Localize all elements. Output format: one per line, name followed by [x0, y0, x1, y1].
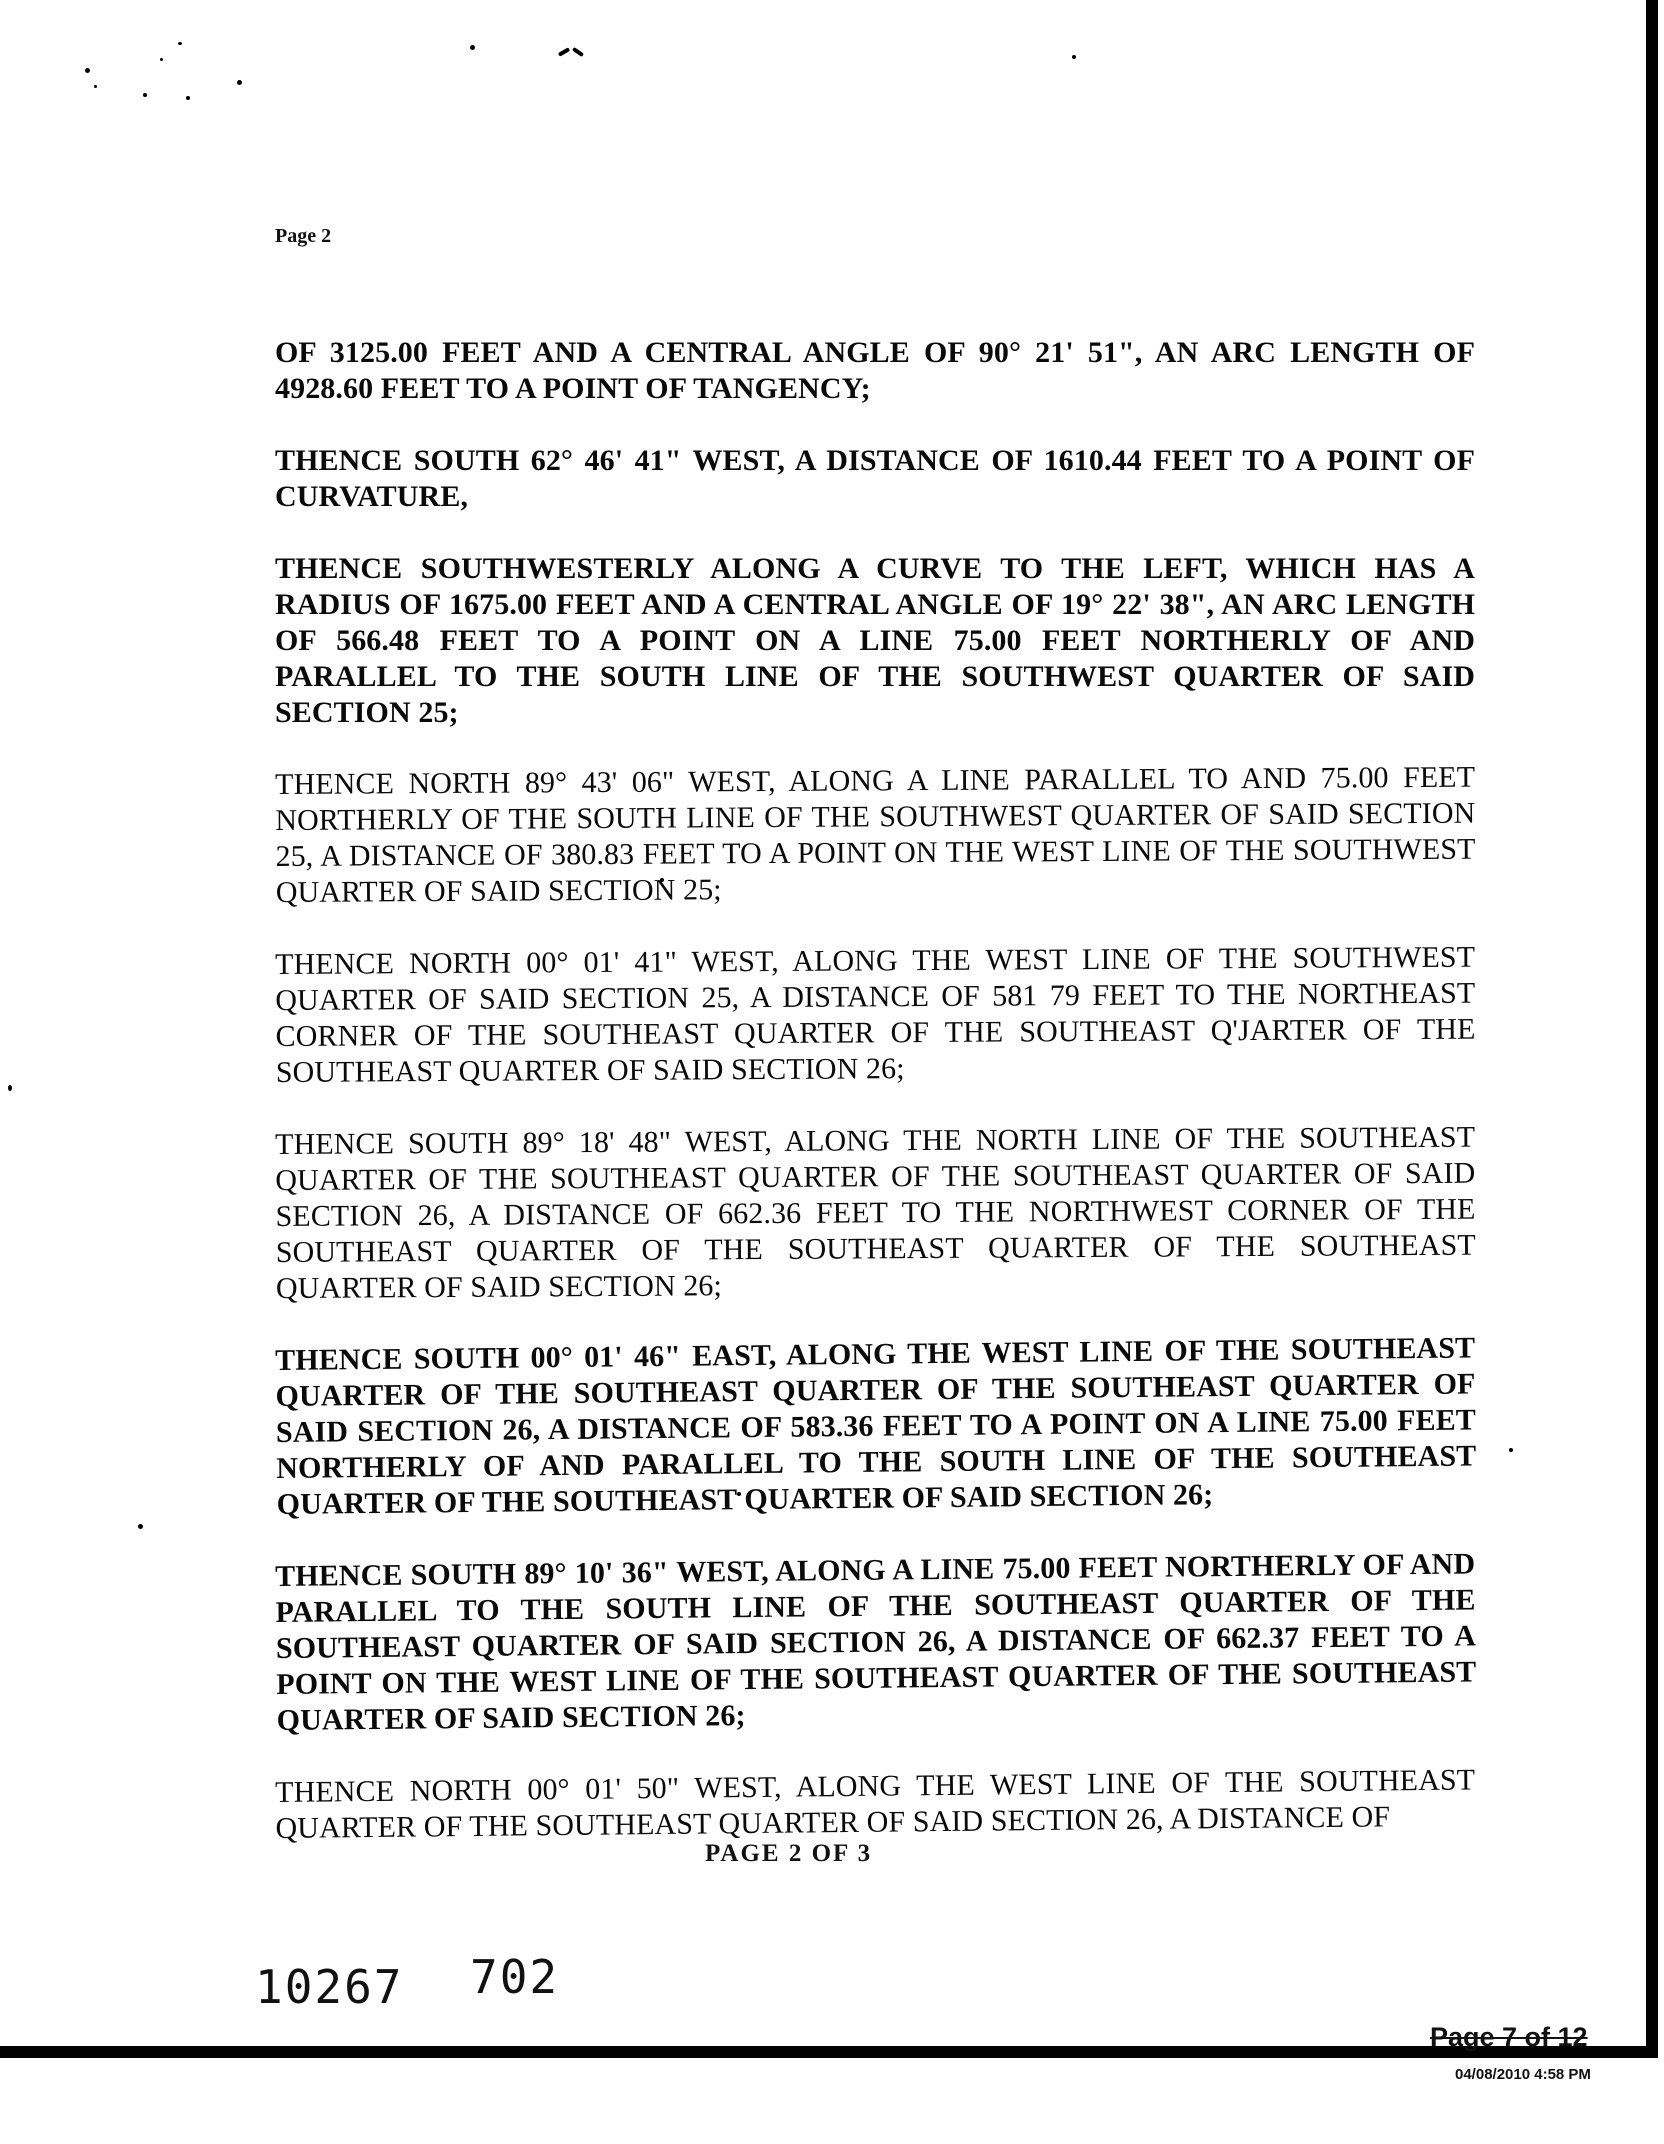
paragraph: THENCE SOUTH 89° 10' 36" WEST, ALONG A LINE 75.00 FEET NORTHERLY OF AND PARALLEL TO THE SOUTH LINE OF THE SOUTHEAST QUARTER OF THE SOUTHEAST QUARTER OF SAID SECTION 26, A DISTANCE OF 662.37 FEET TO A POINT ON THE WEST LINE OF THE SOUTHEAST QUARTER OF THE SOUTHEAST QUARTER OF SAID SECTION 26; — [275, 1547, 1477, 1737]
paragraph: THENCE SOUTH 89° 18' 48" WEST, ALONG THE NORTH LINE OF THE SOUTHEAST QUARTER OF THE SOUTHEAST QUARTER OF THE SOUTHEAST QUARTER OF SAID SECTION 26, A DISTANCE OF 662.36 FEET TO THE NORTHWEST CORNER OF THE SOUTHEAST QUARTER OF THE SOUTHEAST QUARTER OF THE SOUTHEAST QUARTER OF SAID SECTION 26; — [275, 1120, 1476, 1305]
scan-speck — [1509, 1448, 1513, 1452]
paragraph: THENCE NORTH 00° 01' 41" WEST, ALONG THE WEST LINE OF THE SOUTHWEST QUARTER OF SAID SECTION 25, A DISTANCE OF 581 79 FEET TO THE NORTHEAST CORNER OF THE SOUTHEAST QUARTER OF THE SOUTHEAST Q'JARTER OF THE SOUTHEAST QUARTER OF SAID SECTION 26; — [275, 940, 1476, 1089]
paragraph: THENCE NORTH 00° 01' 50" WEST, ALONG THE WEST LINE OF THE SOUTHEAST QUARTER OF THE SOUTHEAST QUARTER OF SAID SECTION 26, A DISTANCE OF — [275, 1763, 1476, 1845]
legal-description-body — [275, 335, 1475, 1883]
paragraph: THENCE SOUTH 62° 46' 41" WEST, A DISTANCE OF 1610.44 FEET TO A POINT OF CURVATURE, — [275, 444, 1475, 513]
scan-speck — [558, 47, 570, 56]
paragraph: THENCE SOUTH 00° 01' 46" EAST, ALONG THE WEST LINE OF THE SOUTHEAST QUARTER OF THE SOUTHEAST QUARTER OF THE SOUTHEAST QUARTER OF SAID SECTION 26, A DISTANCE OF 583.36 FEET TO A POINT ON A LINE 75.00 FEET NORTHERLY OF AND PARALLEL TO THE SOUTH LINE OF THE SOUTHEAST QUARTER OF THE SOUTHEAST QUARTER OF SAID SECTION 26; — [275, 1331, 1477, 1521]
scan-speck — [237, 80, 242, 85]
scan-speck — [94, 85, 97, 88]
print-timestamp: 04/08/2010 4:58 PM — [1455, 2066, 1591, 2083]
scan-speck — [178, 42, 182, 45]
scan-speck — [8, 1085, 12, 1091]
fax-page-counter: Page 7 of 12 — [1430, 2022, 1588, 2052]
scan-speck — [143, 93, 147, 97]
scan-speck — [1072, 55, 1076, 59]
paragraph: OF 3125.00 FEET AND A CENTRAL ANGLE OF 90° 21' 51", AN ARC LENGTH OF 4928.60 FEET TO A POINT OF TANGENCY; — [275, 336, 1475, 405]
scan-speck — [572, 47, 584, 57]
scan-speck — [160, 58, 163, 61]
paragraph: THENCE SOUTHWESTERLY ALONG A CURVE TO THE LEFT, WHICH HAS A RADIUS OF 1675.00 FEET AND A CENTRAL ANGLE OF 19° 22' 38", AN ARC LENGTH OF 566.48 FEET TO A POINT ON A LINE 75.00 FEET NORTHERLY OF AND PARALLEL TO THE SOUTH LINE OF THE SOUTHWEST QUARTER OF SAID SECTION 25; — [275, 552, 1475, 729]
recording-book-number: 10267 — [255, 1960, 404, 2014]
scan-speck — [85, 68, 90, 73]
page-of-indicator: PAGE 2 OF 3 — [705, 1840, 873, 1867]
paragraph: THENCE NORTH 89° 43' 06" WEST, ALONG A LINE PARALLEL TO AND 75.00 FEET NORTHERLY OF THE SOUTH LINE OF THE SOUTHWEST QUARTER OF SAID SECTION 25, A DISTANCE OF 380.83 FEET TO A POINT ON THE WEST LINE OF THE SOUTHWEST QUARTER OF SAID SECTION 25; — [275, 760, 1476, 909]
recording-page-number: 702 — [470, 1950, 560, 2004]
page-header-label: Page 2 — [275, 225, 332, 247]
scan-speck — [138, 1524, 143, 1529]
scan-speck — [470, 45, 475, 50]
scan-speck — [186, 96, 190, 100]
